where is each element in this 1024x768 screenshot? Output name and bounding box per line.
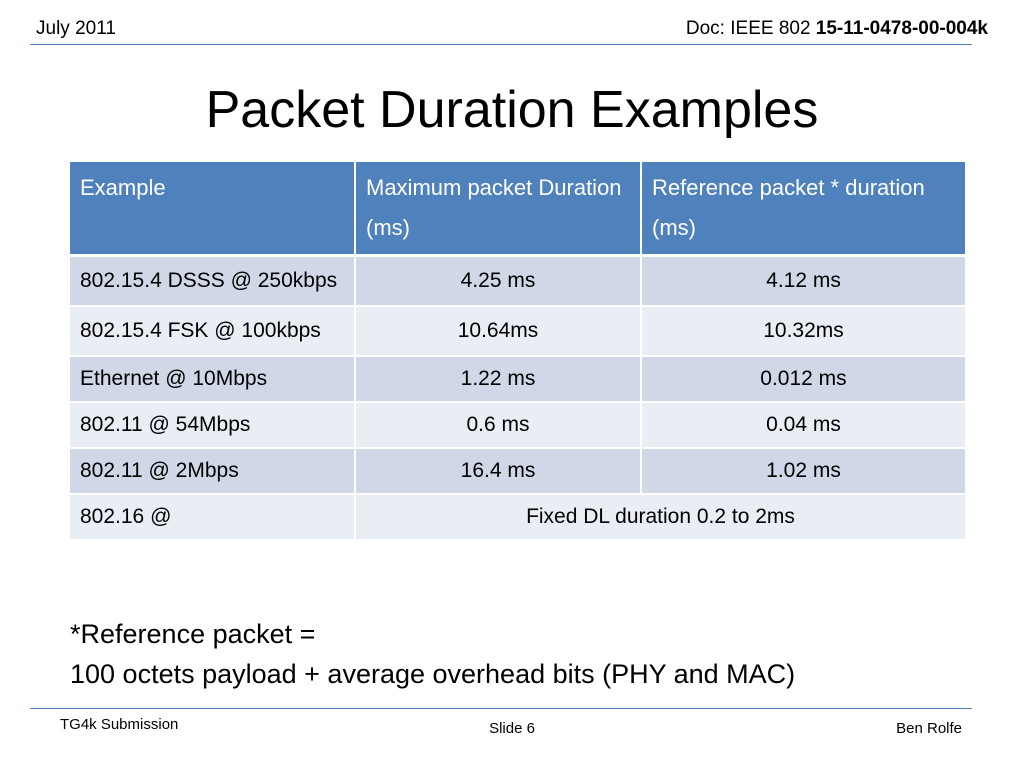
table-header-row xyxy=(69,161,966,256)
header-date: July 2011 xyxy=(36,18,116,39)
table-row xyxy=(69,402,966,448)
cell-ref-duration: 10.32ms xyxy=(641,306,966,356)
cell-example: 802.15.4 FSK @ 100kbps xyxy=(69,306,355,356)
column-header-example: Example xyxy=(69,161,355,256)
cell-max-duration: 10.64ms xyxy=(355,306,641,356)
cell-max-duration: 4.25 ms xyxy=(355,256,641,307)
table-row xyxy=(69,256,966,307)
cell-example: 802.11 @ 54Mbps xyxy=(69,402,355,448)
slide-title: Packet Duration Examples xyxy=(205,81,819,139)
table-row xyxy=(69,356,966,402)
cell-ref-duration: 4.12 ms xyxy=(641,256,966,307)
cell-ref-duration: 1.02 ms xyxy=(641,448,966,494)
table-row xyxy=(69,494,966,540)
column-header-ref-duration: Reference packet * duration (ms) xyxy=(641,161,966,256)
table-row xyxy=(69,306,966,356)
footer-slide-number: Slide 6 xyxy=(489,720,535,737)
footnote xyxy=(70,614,795,694)
cell-example: Ethernet @ 10Mbps xyxy=(69,356,355,402)
cell-example: 802.11 @ 2Mbps xyxy=(69,448,355,494)
column-header-max-duration: Maximum packet Duration (ms) xyxy=(355,161,641,256)
cell-max-duration: 16.4 ms xyxy=(355,448,641,494)
footer-author: Ben Rolfe xyxy=(896,720,962,737)
header-divider xyxy=(30,44,972,45)
packet-duration-table xyxy=(68,160,967,541)
footer-left: TG4k Submission xyxy=(60,716,179,733)
header-doc-number: 15-11-0478-00-004k xyxy=(815,18,988,39)
cell-max-duration: 0.6 ms xyxy=(355,402,641,448)
header-doc-id xyxy=(686,18,988,40)
cell-ref-duration: 0.04 ms xyxy=(641,402,966,448)
cell-example: 802.15.4 DSSS @ 250kbps xyxy=(69,256,355,307)
footnote-line-1: *Reference packet = xyxy=(70,619,316,649)
footnote-line-2: 100 octets payload + average overhead bits (PHY and MAC) xyxy=(70,659,796,689)
table-row xyxy=(69,448,966,494)
footer-divider xyxy=(30,708,972,709)
cell-ref-duration: 0.012 ms xyxy=(641,356,966,402)
header-doc-prefix: Doc: IEEE 802 xyxy=(685,18,816,39)
cell-merged-duration: Fixed DL duration 0.2 to 2ms xyxy=(355,494,966,540)
cell-max-duration: 1.22 ms xyxy=(355,356,641,402)
cell-example: 802.16 @ xyxy=(69,494,355,540)
